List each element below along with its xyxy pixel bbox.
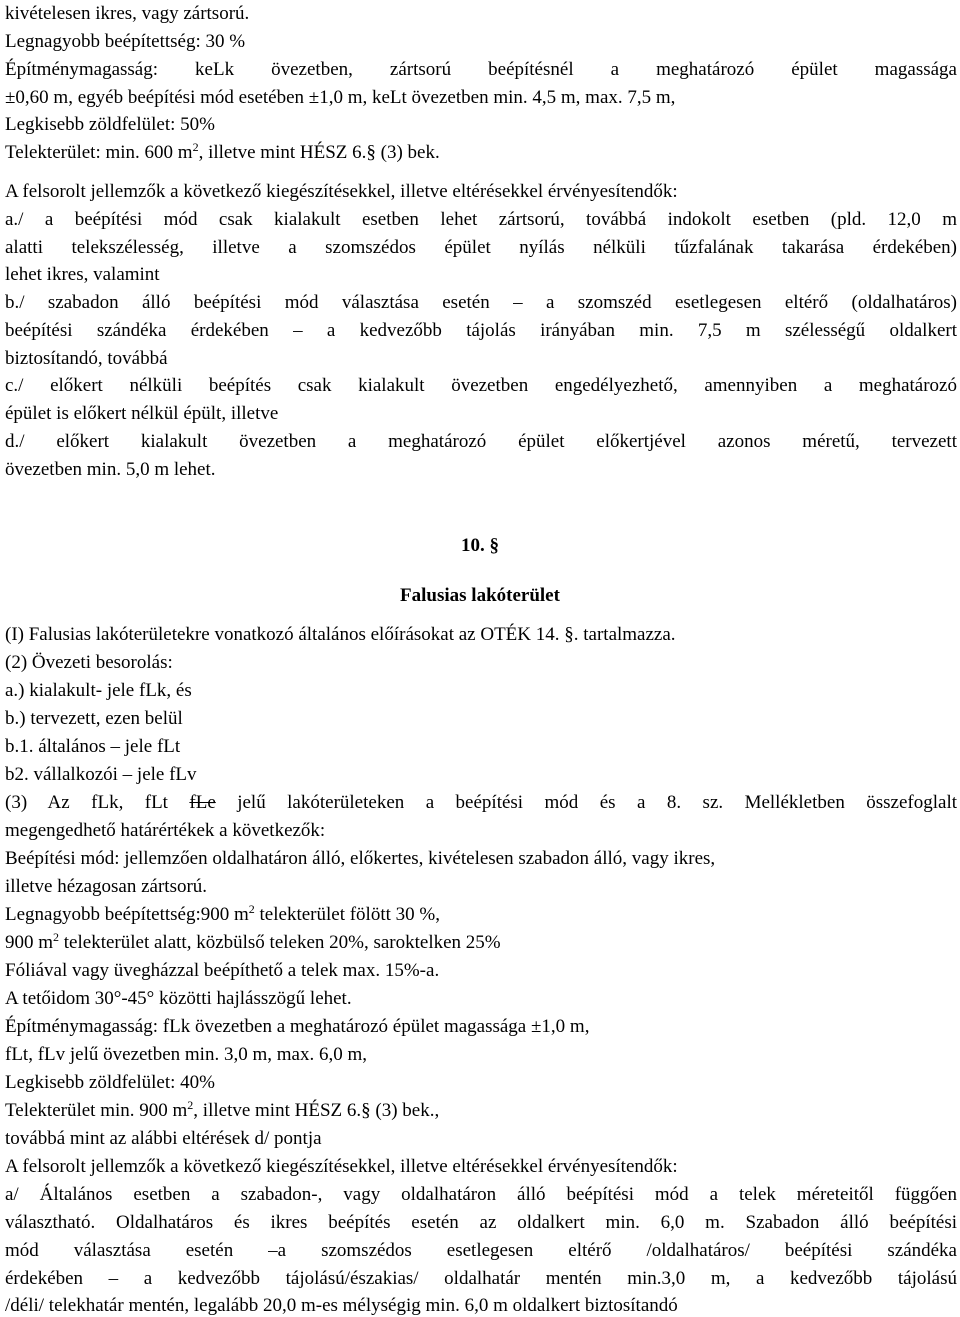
- text-line: övezetben min. 5,0 m lehet.: [5, 459, 216, 480]
- text-line: b.) tervezett, ezen belül: [5, 708, 183, 729]
- text-line: A felsorolt jellemzők a következő kiegészítésekkel, illetve eltérésekkel érvényesítendők:: [5, 181, 678, 202]
- text-line: biztosítandó, továbbá: [5, 348, 168, 369]
- text-line: mód választása esetén –a szomszédos esetlegesen eltérő /oldalhatáros/ beépítési szándéka: [5, 1240, 957, 1261]
- text-line: választható. Oldalhatáros és ikres beépítés esetén az oldalkert min. 6,0 m. Szabadon álló beépítési: [5, 1212, 957, 1233]
- text-span: telekterület alatt, közbülső teleken 20%, saroktelken 25%: [59, 932, 501, 953]
- text-line: [5, 932, 501, 954]
- text-line: továbbá mint az alábbi eltérések d/ pontja: [5, 1128, 322, 1149]
- text-line: épület is előkert nélkül épült, illetve: [5, 403, 279, 424]
- section-title: Falusias lakóterület: [400, 585, 560, 606]
- text-span: Telekterület: min. 600 m: [5, 142, 193, 163]
- text-span: Telekterület min. 900 m: [5, 1100, 188, 1121]
- text-line: a./ a beépítési mód csak kialakult esetben lehet zártsorú, továbbá indokolt esetben (pld. 12,0 m: [5, 209, 957, 230]
- text-line: Fóliával vagy üvegházzal beépíthető a telek max. 15%-a.: [5, 960, 440, 981]
- text-line: kivételesen ikres, vagy zártsorú.: [5, 3, 250, 24]
- text-line: d./ előkert kialakult övezetben a meghatározó épület előkertjével azonos méretű, tervezett: [5, 431, 957, 452]
- section-number: 10. §: [461, 535, 499, 556]
- text-line: illetve hézagosan zártsorú.: [5, 876, 208, 897]
- text-span: telekterület fölött 30 %,: [254, 904, 440, 925]
- text-line: fLt, fLv jelű övezetben min. 3,0 m, max. 6,0 m,: [5, 1044, 367, 1065]
- text-line: (I) Falusias lakóterületekre vonatkozó általános előírásokat az OTÉK 14. §. tartalmazza.: [5, 624, 676, 645]
- text-line: Legnagyobb beépítettség: 30 %: [5, 31, 246, 52]
- text-line: a/ Általános esetben a szabadon-, vagy oldalhatáron álló beépítési mód a telek méreteitől függően: [5, 1184, 957, 1205]
- text-span: Legnagyobb beépítettség:900 m: [5, 904, 249, 925]
- text-line: c./ előkert nélküli beépítés csak kialakult övezetben engedélyezhető, amennyiben a meghatározó: [5, 375, 957, 396]
- text-line: lehet ikres, valamint: [5, 264, 160, 285]
- text-line: A tetőidom 30°-45° közötti hajlásszögű lehet.: [5, 988, 352, 1009]
- text-line: Beépítési mód: jellemzően oldalhatáron álló, előkertes, kivételesen szabadon álló, vagy ikres,: [5, 848, 716, 869]
- text-line: Legkisebb zöldfelület: 50%: [5, 114, 215, 135]
- superscript: 2: [187, 1098, 194, 1112]
- text-line: érdekében – a kedvezőbb tájolású/északias/ oldalhatár mentén min.3,0 m, a kedvezőbb tájolású: [5, 1268, 957, 1289]
- text-line: Legkisebb zöldfelület: 40%: [5, 1072, 215, 1093]
- text-span: , illetve mint HÉSZ 6.§ (3) bek.,: [193, 1100, 440, 1121]
- text-line: beépítési szándéka érdekében – a kedvezőbb tájolás irányában min. 7,5 m szélességű oldalkert: [5, 320, 957, 341]
- text-line: b.1. általános – jele fLt: [5, 736, 181, 757]
- text-line: Építménymagasság: keLk övezetben, zártsorú beépítésnél a meghatározó épület magassága: [5, 59, 957, 80]
- text-span: , illetve mint HÉSZ 6.§ (3) bek.: [198, 142, 440, 163]
- superscript: 2: [53, 930, 60, 944]
- struck-text: fLe: [189, 792, 216, 813]
- text-line: (2) Övezeti besorolás:: [5, 652, 173, 673]
- text-line: Építménymagasság: fLk övezetben a meghatározó épület magassága ±1,0 m,: [5, 1016, 590, 1037]
- text-line: b./ szabadon álló beépítési mód választása esetén – a szomszéd esetlegesen eltérő (oldalhatáros): [5, 292, 957, 313]
- text-line: [5, 904, 440, 926]
- text-span: (3) Az fLk, fLt: [5, 792, 190, 813]
- text-line: A felsorolt jellemzők a következő kiegészítésekkel, illetve eltérésekkel érvényesítendők:: [5, 1156, 678, 1177]
- text-line: alatti telekszélesség, illetve a szomszédos épület nyílás nélküli tűzfalának takarása érdekében): [5, 237, 957, 258]
- text-line: /déli/ telekhatár mentén, legalább 20,0 m-es mélységig min. 6,0 m oldalkert biztosítandó: [5, 1295, 678, 1316]
- text-span: jelű lakóterületeken a beépítési mód és a 8. sz. Mellékletben összefoglalt: [215, 792, 958, 813]
- text-line: [5, 1100, 439, 1122]
- text-line: [5, 792, 957, 814]
- superscript: 2: [192, 140, 199, 154]
- text-line: ±0,60 m, egyéb beépítési mód esetében ±1,0 m, keLt övezetben min. 4,5 m, max. 7,5 m,: [5, 87, 676, 108]
- text-line: megengedhető határértékek a következők:: [5, 820, 326, 841]
- superscript: 2: [248, 902, 255, 916]
- text-line: a.) kialakult- jele fLk, és: [5, 680, 192, 701]
- text-line: [5, 142, 440, 164]
- text-line: b2. vállalkozói – jele fLv: [5, 764, 197, 785]
- text-span: 900 m: [5, 932, 54, 953]
